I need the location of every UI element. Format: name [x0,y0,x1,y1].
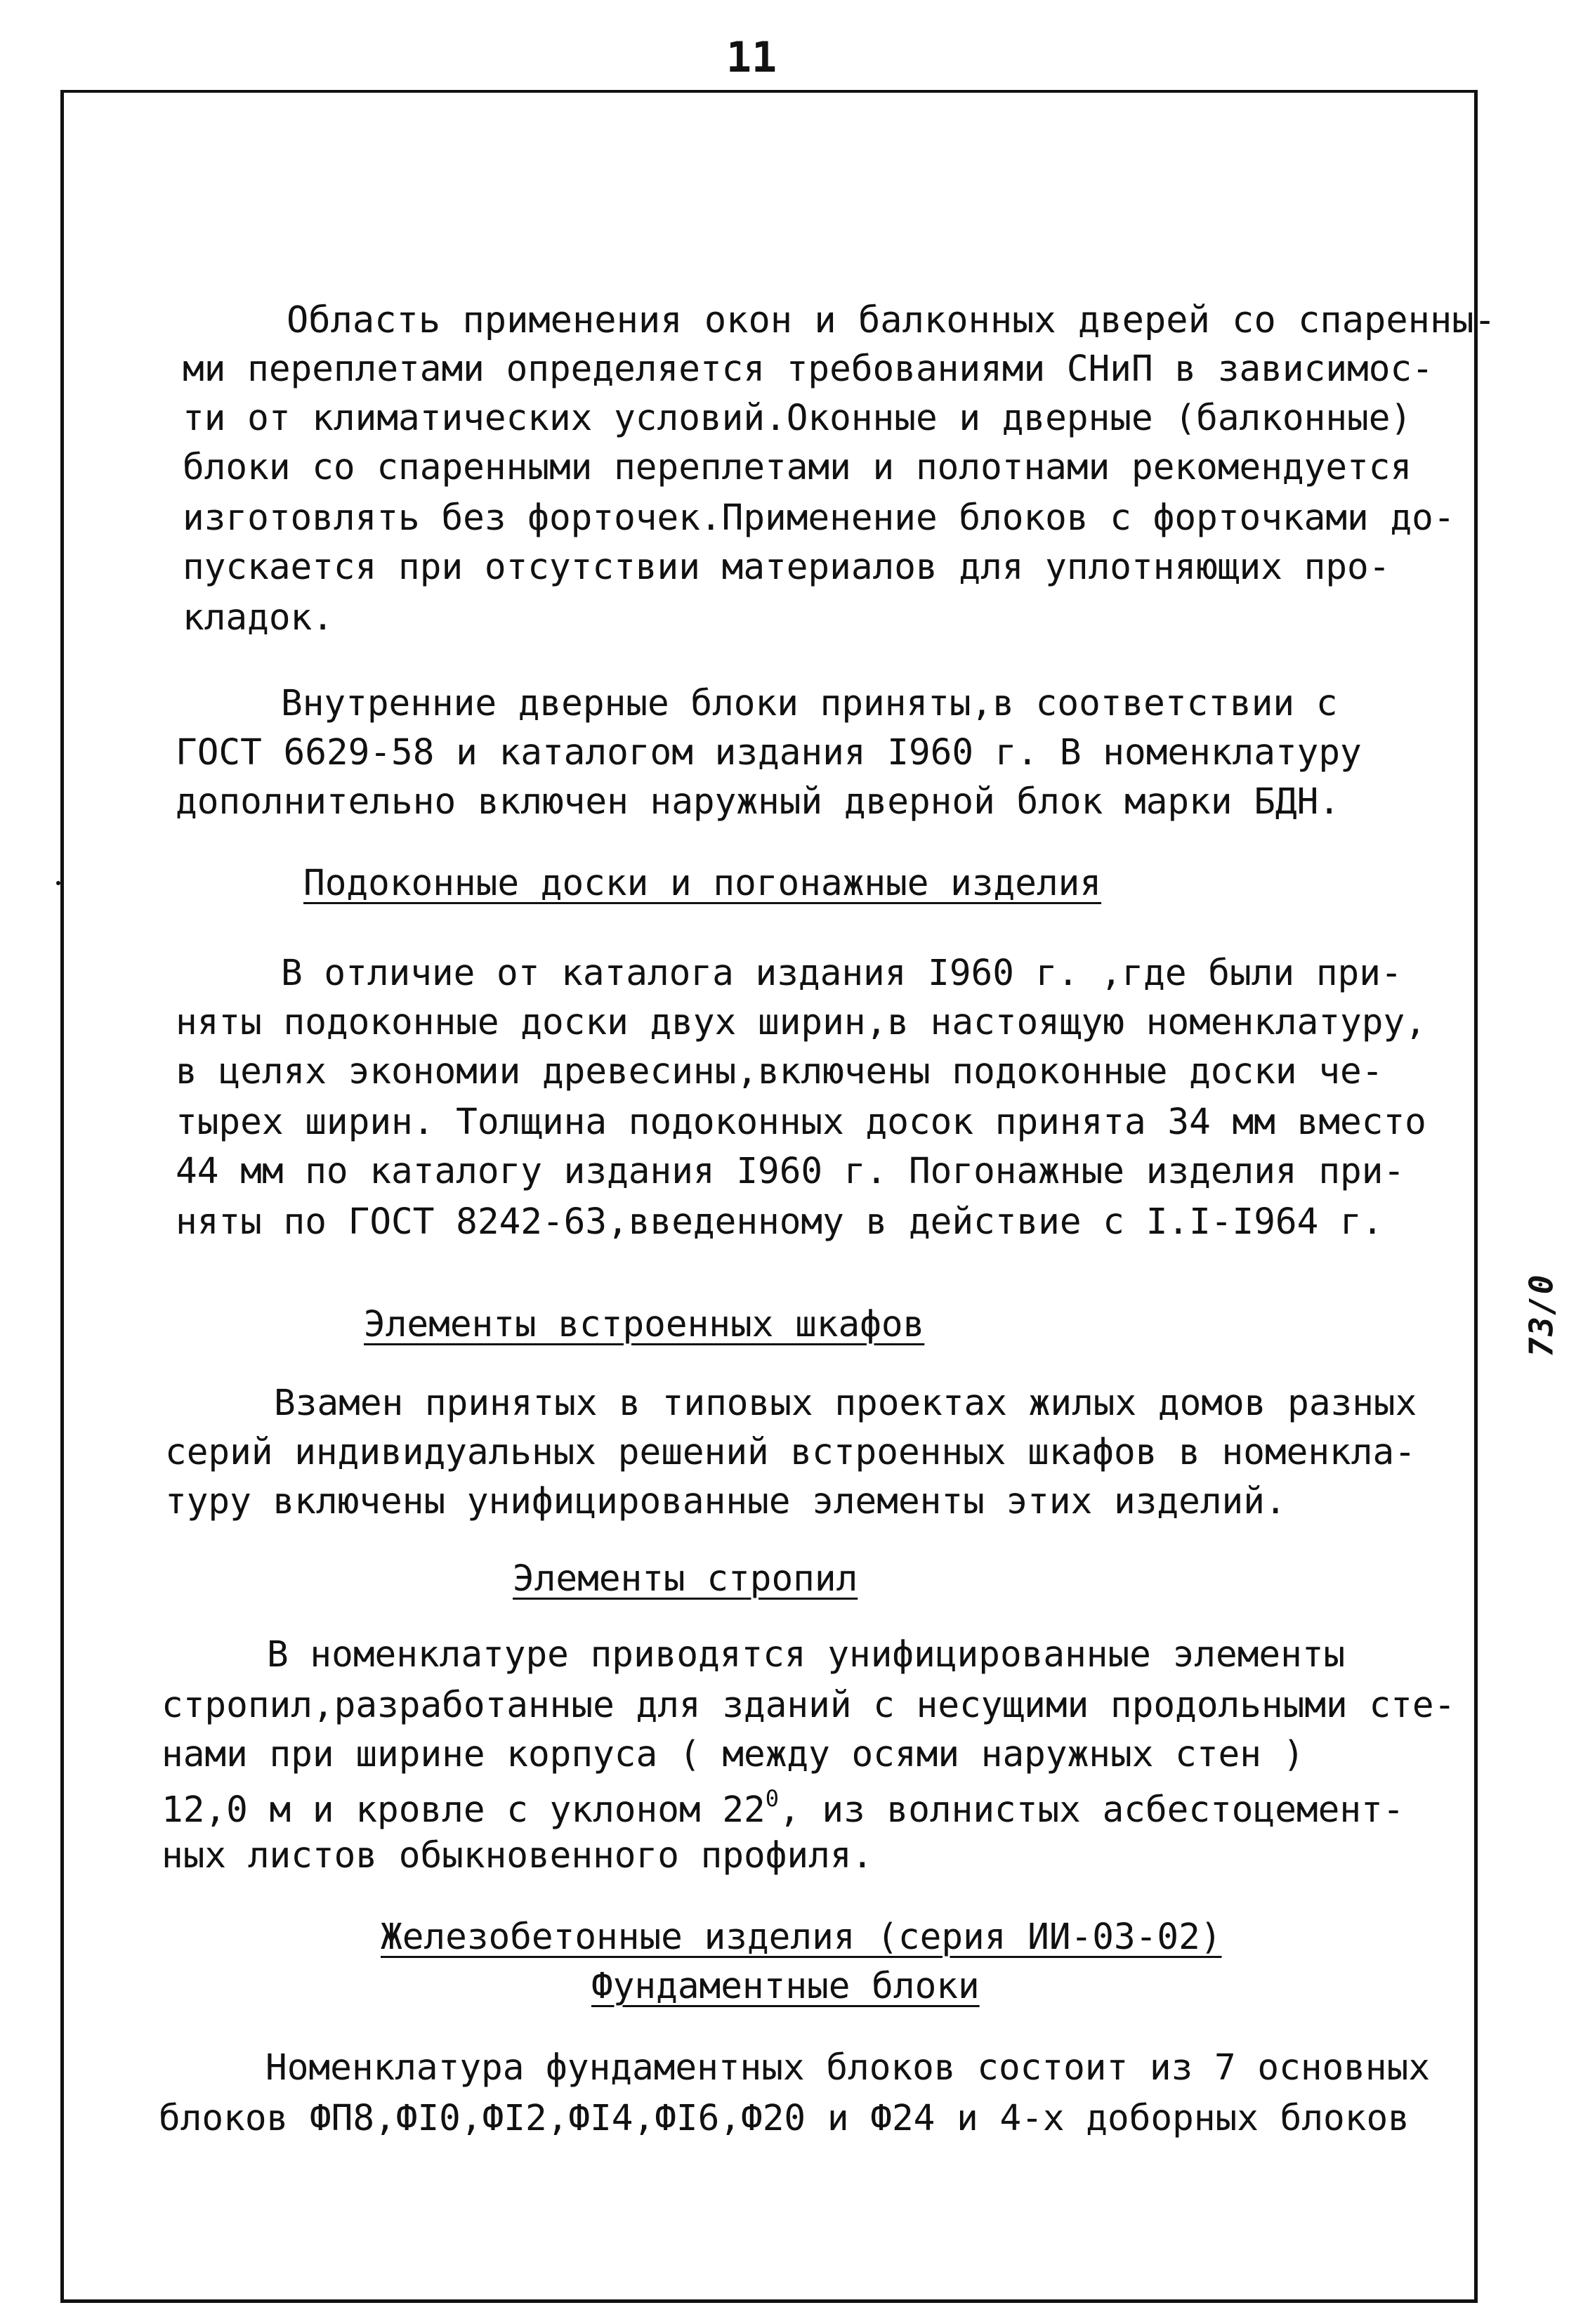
text-line: ГОСТ 6629-58 и каталогом издания I960 г. В номенклатуру [176,732,1362,773]
text-line: няты подоконные доски двух ширин,в настоящую номенклатуру, [176,1002,1426,1043]
text-line: Взамен принятых в типовых проектах жилых домов разных [274,1383,1417,1424]
text-line: тырех ширин. Толщина подоконных досок принята 34 мм вместо [176,1102,1426,1143]
text-line: няты по ГОСТ 8242-63,введенному в действие с I.I-I964 г. [176,1201,1384,1243]
text-line: В отличие от каталога издания I960 г. ,где были при- [281,953,1403,994]
text-line: серий индивидуальных решений встроенных шкафов в номенкла- [165,1432,1416,1473]
text-line: стропил,разработанные для зданий с несущими продольными сте- [162,1685,1456,1726]
degree-superscript: 0 [765,1785,779,1812]
section-heading: Элементы встроенных шкафов [364,1304,925,1345]
margin-dot [56,881,60,885]
text-line: в целях экономии древесины,включены подоконные доски че- [176,1051,1384,1092]
text-line: ти от климатических условий.Оконные и дверные (балконные) [183,398,1412,439]
text-line: ми переплетами определяется требованиями СНиП в зависимос- [183,348,1433,390]
text-line: блоков ФП8,ФI0,ФI2,ФI4,ФI6,Ф20 и Ф24 и 4-х доборных блоков [159,2098,1410,2139]
text-line: блоки со спаренными переплетами и полотнами рекомендуется [183,447,1412,488]
side-stamp: 73/0 [1522,1273,1561,1357]
text-line: Номенклатура фундаментных блоков состоит из 7 основных [265,2047,1431,2089]
section-heading: Железобетонные изделия (серия ИИ-03-02) [381,1917,1222,1958]
section-heading: Элементы стропил [513,1558,858,1600]
text-line: кладок. [183,597,334,639]
text-fragment: 12,0 м и кровле с уклоном 22 [162,1789,766,1831]
text-line: В номенклатуре приводятся унифицированные элементы [267,1634,1346,1676]
page-number: 11 [725,33,777,82]
text-line: пускается при отсутствии материалов для уплотняющих про- [183,547,1391,588]
text-line-with-degree [162,1785,1405,1831]
text-line: Внутренние дверные блоки приняты,в соответствии с [281,683,1338,724]
text-line: нами при ширине корпуса ( между осями наружных стен ) [162,1734,1305,1775]
text-line: ных листов обыкновенного профиля. [162,1835,874,1876]
text-line: изготовлять без форточек.Применение блоков с форточками до- [183,497,1455,539]
text-line: туру включены унифицированные элементы этих изделий. [165,1481,1287,1522]
text-fragment: , из волнистых асбестоцемент- [779,1789,1405,1831]
text-line: 44 мм по каталогу издания I960 г. Погонажные изделия при- [176,1151,1405,1192]
text-line: Область применения окон и балконных дверей со спаренны- [287,299,1496,341]
section-subheading: Фундаментные блоки [591,1966,980,2007]
section-heading: Подоконные доски и погонажные изделия [303,863,1102,904]
text-line: дополнительно включен наружный дверной блок марки БДН. [176,781,1341,823]
